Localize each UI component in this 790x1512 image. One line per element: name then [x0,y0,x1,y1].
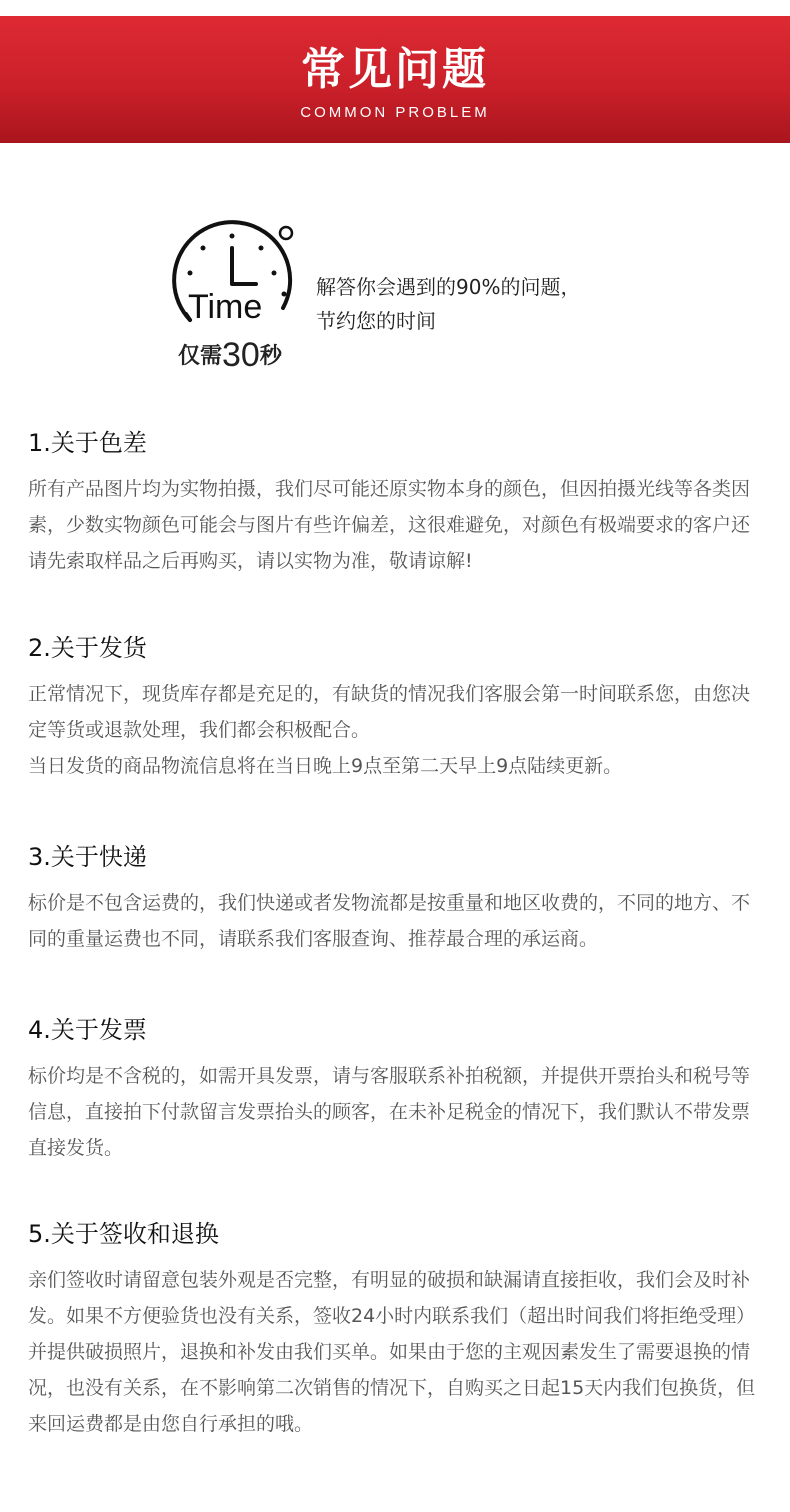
section-title: 1.关于色差 [28,429,147,457]
faq-section-courier [28,841,768,957]
faq-section-shipping [28,632,768,784]
faq-section-returns [28,1218,768,1442]
page-subtitle: COMMON PROBLEM [300,104,490,121]
section-title: 3.关于快递 [28,843,147,871]
section-paragraph: 标价均是不含税的，如需开具发票，请与客服联系补拍税额，并提供开票抬头和税号等信息，直接拍下付款留言发票抬头的顾客，在未补足税金的情况下，我们默认不带发票直接发货。 [28,1065,751,1159]
clock-word: Time [188,288,263,326]
caption-suffix: 秒 [259,344,282,369]
caption-prefix: 仅需 [178,344,223,369]
intro-line-1: 解答你会遇到的90%的问题， [316,275,581,299]
intro-line-2: 节约您的时间 [316,309,436,333]
faq-header-banner [0,16,790,143]
section-paragraph: 亲们签收时请留意包装外观是否完整，有明显的破损和缺漏请直接拒收，我们会及时补发。如果不方便验货也没有关系，签收24小时内联系我们（超出时间我们将拒绝受理）并提供破损照片，退换和补发由我们买单。如果由于您的主观因素发生了需要退换的情况，也没有关系，在不影响第二次销售的情况下，自购买之日起15天内我们包换货，但来回运费都是由您自行承担的哦。 [28,1269,756,1435]
intro-block [0,210,790,380]
section-paragraph: 当日发货的商品物流信息将在当日晚上9点至第二天早上9点陆续更新。 [28,755,623,777]
clock-badge [168,218,303,374]
section-title: 2.关于发货 [28,634,147,662]
section-title: 5.关于签收和退换 [28,1220,219,1248]
clock-caption [178,336,282,375]
section-title: 4.关于发票 [28,1016,147,1044]
page-title: 常见问题 [301,44,489,95]
clock-icon [168,218,303,338]
section-paragraph: 正常情况下，现货库存都是充足的，有缺货的情况我们客服会第一时间联系您，由您决定等货或退款处理，我们都会积极配合。 [28,683,751,741]
top-strip [0,0,790,16]
faq-section-invoice [28,1014,768,1166]
section-paragraph: 所有产品图片均为实物拍摄，我们尽可能还原实物本身的颜色，但因拍摄光线等各类因素，少数实物颜色可能会与图片有些许偏差，这很难避免，对颜色有极端要求的客户还请先索取样品之后再购买，请以实物为准，敬请谅解! [28,478,751,572]
faq-section-color [28,427,768,579]
intro-text [316,270,580,338]
caption-number: 30 [222,336,260,374]
section-paragraph: 标价是不包含运费的，我们快递或者发物流都是按重量和地区收费的，不同的地方、不同的重量运费也不同，请联系我们客服查询、推荐最合理的承运商。 [28,892,751,950]
